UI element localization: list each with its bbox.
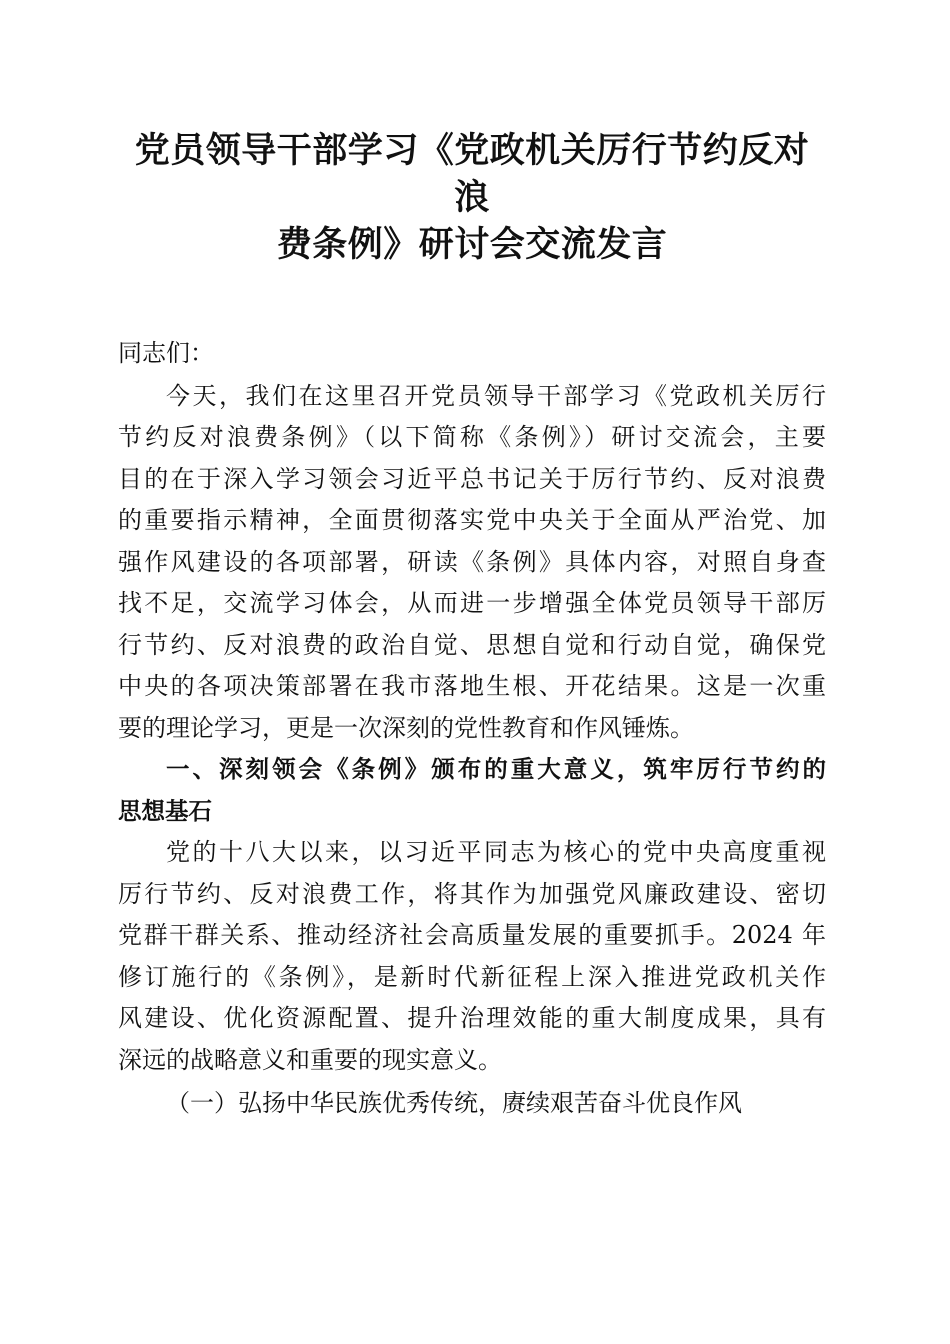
document-title <box>118 128 826 269</box>
intro-line: 要的理论学习，更是一次深刻的党性教育和作风锤炼。 <box>118 713 694 742</box>
intro-line: 节约反对浪费条例》（以下简称《条例》）研讨交流会，主要 <box>118 423 826 451</box>
section-1-line: 党的十八大以来，以习近平同志为核心的党中央高度重视 <box>166 838 826 866</box>
salutation: 同志们： <box>118 339 214 367</box>
section-1-heading-line: 思想基石 <box>118 796 212 825</box>
intro-line: 找不足，交流学习体会，从而进一步增强全体党员领导干部厉 <box>118 589 826 617</box>
section-1-heading-line: 一、深刻领会《条例》颁布的重大意义，筑牢厉行节约的 <box>166 755 826 783</box>
document-page <box>118 128 826 1125</box>
section-1-line: 深远的战略意义和重要的现实意义。 <box>118 1045 502 1074</box>
title-line-1: 党员领导干部学习《党政机关厉行节约反对浪 <box>134 131 810 218</box>
intro-paragraph <box>118 376 826 750</box>
section-1-heading <box>118 749 826 832</box>
section-1-paragraph <box>118 832 826 1081</box>
section-1-line: 党群干群关系、推动经济社会高质量发展的重要抓手。2024 年 <box>118 921 826 949</box>
intro-line: 强作风建设的各项部署，研读《条例》具体内容，对照自身查 <box>118 547 826 576</box>
intro-line: 目的在于深入学习领会习近平总书记关于厉行节约、反对浪费 <box>118 464 826 493</box>
section-1-line: 风建设、优化资源配置、提升治理效能的重大制度成果，具有 <box>118 1004 826 1032</box>
intro-line: 今天，我们在这里召开党员领导干部学习《党政机关厉行 <box>166 381 826 410</box>
intro-line: 行节约、反对浪费的政治自觉、思想自觉和行动自觉，确保党 <box>118 630 826 659</box>
section-1-line: 修订施行的《条例》，是新时代新征程上深入推进党政机关作 <box>118 962 826 991</box>
section-1-line: 厉行节约、反对浪费工作，将其作为加强党风廉政建设、密切 <box>118 879 826 908</box>
title-line-2: 费条例》研讨会交流发言 <box>276 225 668 265</box>
intro-line: 中央的各项决策部署在我市落地生根、开花结果。这是一次重 <box>118 672 826 700</box>
intro-line: 的重要指示精神，全面贯彻落实党中央关于全面从严治党、加 <box>118 506 826 534</box>
subsection-1-heading: （一）弘扬中华民族优秀传统，赓续艰苦奋斗优良作风 <box>166 1089 742 1117</box>
document-body <box>118 333 826 1125</box>
